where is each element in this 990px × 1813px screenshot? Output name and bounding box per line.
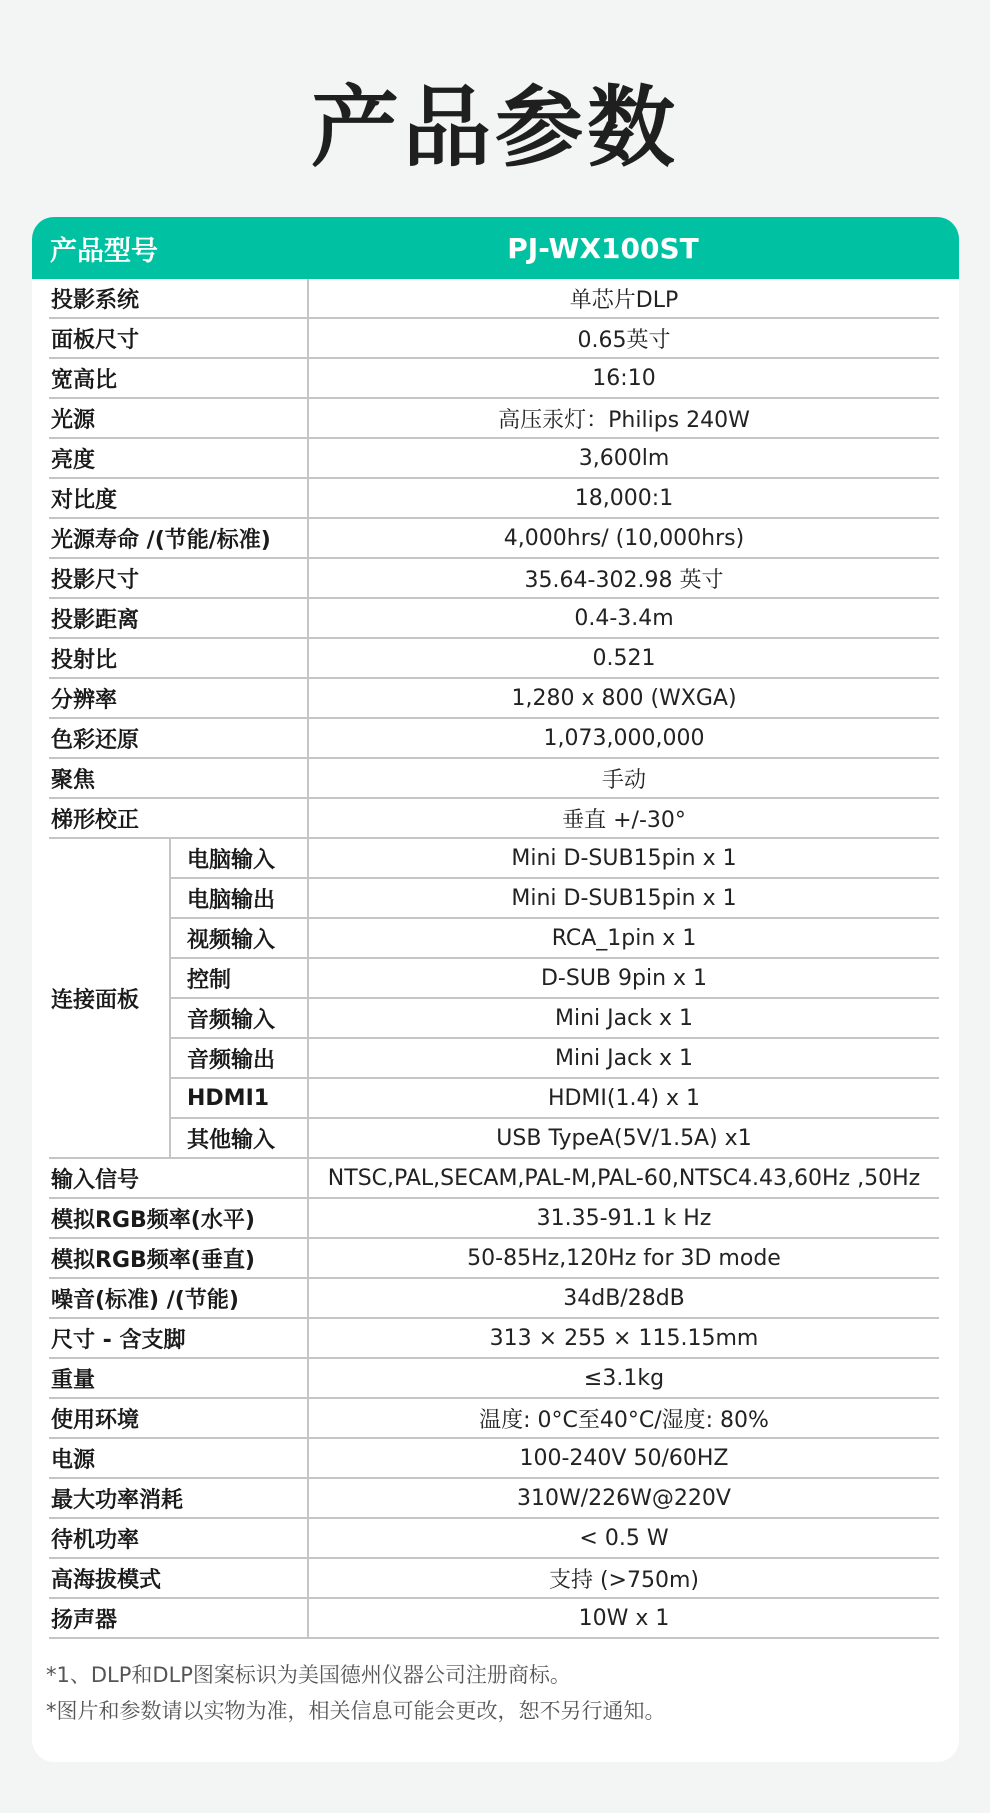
spec-label: 对比度 <box>49 479 307 519</box>
spec-value: < 0.5 W <box>307 1519 939 1559</box>
spec-value: 1,280 x 800 (WXGA) <box>307 679 939 719</box>
spec-value: 4,000hrs/ (10,000hrs) <box>307 519 939 559</box>
spec-header <box>32 217 959 279</box>
spec-value: 0.521 <box>307 639 939 679</box>
spec-label: 面板尺寸 <box>49 319 307 359</box>
spec-value: NTSC,PAL,SECAM,PAL-M,PAL-60,NTSC4.43,60Hz ,50Hz <box>307 1159 939 1199</box>
panel-port-value: RCA_1pin x 1 <box>307 919 939 959</box>
panel-port-label: 电脑输入 <box>169 839 307 879</box>
spec-value: 313 × 255 × 115.15mm <box>307 1319 939 1359</box>
spec-value: 31.35-91.1 k Hz <box>307 1199 939 1239</box>
spec-value: 3,600lm <box>307 439 939 479</box>
spec-label: 色彩还原 <box>49 719 307 759</box>
spec-label: 噪音(标准) /(节能) <box>49 1279 307 1319</box>
panel-port-label: 其他输入 <box>169 1119 307 1159</box>
spec-label: 使用环境 <box>49 1399 307 1439</box>
spec-label: 模拟RGB频率(垂直) <box>49 1239 307 1279</box>
spec-label: 尺寸 - 含支脚 <box>49 1319 307 1359</box>
spec-label: 投影尺寸 <box>49 559 307 599</box>
spec-label: 重量 <box>49 1359 307 1399</box>
spec-label: 聚焦 <box>49 759 307 799</box>
spec-label: 最大功率消耗 <box>49 1479 307 1519</box>
spec-label: 光源寿命 /(节能/标准) <box>49 519 307 559</box>
panel-port-value: USB TypeA(5V/1.5A) x1 <box>307 1119 939 1159</box>
panel-group-label: 连接面板 <box>49 839 169 1159</box>
panel-port-label: 控制 <box>169 959 307 999</box>
panel-port-label: 音频输入 <box>169 999 307 1039</box>
footnotes <box>46 1657 666 1729</box>
page-title: 产品参数 <box>310 76 679 179</box>
spec-value: 100-240V 50/60HZ <box>307 1439 939 1479</box>
spec-label: 输入信号 <box>49 1159 307 1199</box>
panel-port-value: HDMI(1.4) x 1 <box>307 1079 939 1119</box>
spec-card <box>32 217 959 1762</box>
spec-label: 分辨率 <box>49 679 307 719</box>
panel-port-value: Mini D-SUB15pin x 1 <box>307 839 939 879</box>
spec-table <box>49 279 939 1639</box>
panel-port-label: HDMI1 <box>169 1079 307 1119</box>
spec-label: 投射比 <box>49 639 307 679</box>
spec-label: 待机功率 <box>49 1519 307 1559</box>
panel-port-label: 电脑输出 <box>169 879 307 919</box>
spec-value: 高压汞灯：Philips 240W <box>307 399 939 439</box>
spec-label: 投影距离 <box>49 599 307 639</box>
spec-value: 手动 <box>307 759 939 799</box>
spec-value: 16:10 <box>307 359 939 399</box>
spec-label: 电源 <box>49 1439 307 1479</box>
spec-value: ≤3.1kg <box>307 1359 939 1399</box>
spec-label: 高海拔模式 <box>49 1559 307 1599</box>
panel-port-label: 音频输出 <box>169 1039 307 1079</box>
spec-label: 梯形校正 <box>49 799 307 839</box>
spec-value: 1,073,000,000 <box>307 719 939 759</box>
spec-value: 50-85Hz,120Hz for 3D mode <box>307 1239 939 1279</box>
spec-value: 0.4-3.4m <box>307 599 939 639</box>
spec-value: 34dB/28dB <box>307 1279 939 1319</box>
spec-label: 模拟RGB频率(水平) <box>49 1199 307 1239</box>
spec-label: 投影系统 <box>49 279 307 319</box>
panel-port-value: Mini Jack x 1 <box>307 1039 939 1079</box>
spec-label: 亮度 <box>49 439 307 479</box>
spec-label: 光源 <box>49 399 307 439</box>
spec-value: 18,000:1 <box>307 479 939 519</box>
spec-label: 扬声器 <box>49 1599 307 1639</box>
footnote: *图片和参数请以实物为准，相关信息可能会更改，恕不另行通知。 <box>46 1699 666 1723</box>
spec-value: 0.65英寸 <box>307 319 939 359</box>
spec-value: 垂直 +/-30° <box>307 799 939 839</box>
spec-value: 单芯片DLP <box>307 279 939 319</box>
panel-port-value: Mini D-SUB15pin x 1 <box>307 879 939 919</box>
footnote: *1、DLP和DLP图案标识为美国德州仪器公司注册商标。 <box>46 1663 571 1687</box>
spec-value: 温度: 0°C至40°C/湿度: 80% <box>307 1399 939 1439</box>
spec-value: 支持 (>750m) <box>307 1559 939 1599</box>
panel-port-label: 视频输入 <box>169 919 307 959</box>
spec-value: 35.64-302.98 英寸 <box>307 559 939 599</box>
spec-value: 310W/226W@220V <box>307 1479 939 1519</box>
spec-value: 10W x 1 <box>307 1599 939 1639</box>
panel-port-value: Mini Jack x 1 <box>307 999 939 1039</box>
panel-port-value: D-SUB 9pin x 1 <box>307 959 939 999</box>
header-model: PJ-WX100ST <box>507 231 699 265</box>
spec-label: 宽高比 <box>49 359 307 399</box>
header-label: 产品型号 <box>50 235 158 267</box>
